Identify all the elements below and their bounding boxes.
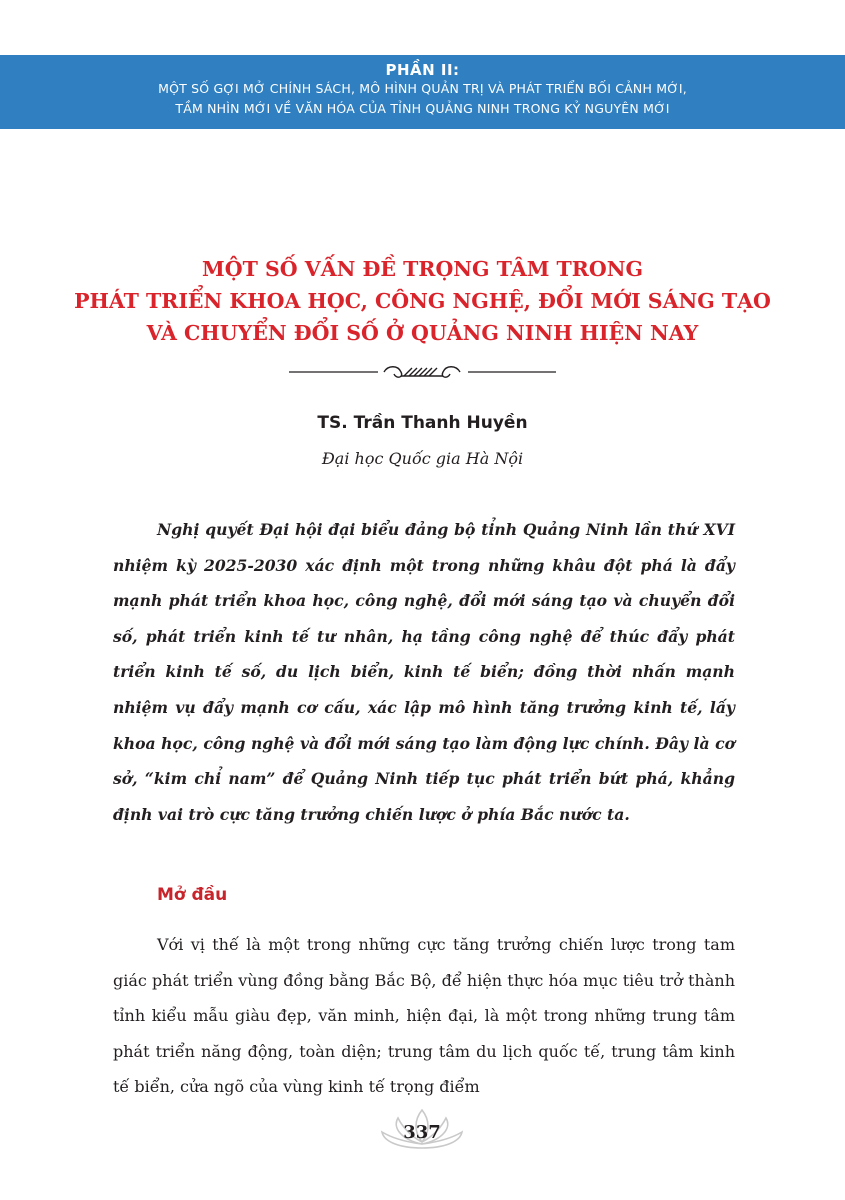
section-banner [0,55,845,129]
part-label: PHẦN II: [385,61,460,79]
article-title [0,253,845,349]
flourish-icon [384,367,460,377]
title-line-1: MỘT SỐ VẤN ĐỀ TRỌNG TÂM TRONG [202,257,643,281]
author-affiliation: Đại học Quốc gia Hà Nội [321,449,524,468]
section-heading: Mở đầu [157,885,228,905]
abstract-paragraph: Nghị quyết Đại hội đại biểu đảng bộ tỉnh Quảng Ninh lần thứ XVI nhiệm kỳ 2025-2030 xác định một trong những khâu đột phá là đẩy mạnh phát triển khoa học, công nghệ, đổi mới sáng tạo và chuyển đổi số, phát triển kinh tế tư nhân, hạ tầng công nghệ để thúc đẩy phát triển kinh tế số, du lịch biển, kinh tế biển; đồng thời nhấn mạnh nhiệm vụ đẩy mạnh cơ cấu, xác lập mô hình tăng trưởng kinh tế, lấy khoa học, công nghệ và đổi mới sáng tạo làm động lực chính. Đây là cơ sở, “kim chỉ nam” để Quảng Ninh tiếp tục phát triển bứt phá, khẳng định vai trò cực tăng trưởng chiến lược ở phía Bắc nước ta. [113,520,735,824]
title-line-3: VÀ CHUYỂN ĐỔI SỐ Ở QUẢNG NINH HIỆN NAY [146,321,699,345]
banner-subtitle-line2: TẦM NHÌN MỚI VỀ VĂN HÓA CỦA TỈNH QUẢNG NINH TRONG KỶ NGUYÊN MỚI [175,101,670,116]
author-name: TS. Trần Thanh Huyền [317,413,528,433]
title-line-2: PHÁT TRIỂN KHOA HỌC, CÔNG NGHỆ, ĐỔI MỚI SÁNG TẠO [74,289,771,313]
page-number-footer [372,1102,472,1152]
banner-subtitle-line1: MỘT SỐ GỢI MỞ CHÍNH SÁCH, MÔ HÌNH QUẢN TRỊ VÀ PHÁT TRIỂN BỐI CẢNH MỚI, [158,81,687,96]
page-number: 337 [403,1122,441,1143]
ornament-divider [0,362,845,382]
body-paragraph: Với vị thế là một trong những cực tăng trưởng chiến lược trong tam giác phát triển vùng đồng bằng Bắc Bộ, để hiện thực hóa mục tiêu trở thành tỉnh kiểu mẫu giàu đẹp, văn minh, hiện đại, là một trong những trung tâm phát triển năng động, toàn diện; trung tâm du lịch quốc tế, trung tâm kinh tế biển, cửa ngõ của vùng kinh tế trọng điểm [113,935,735,1096]
